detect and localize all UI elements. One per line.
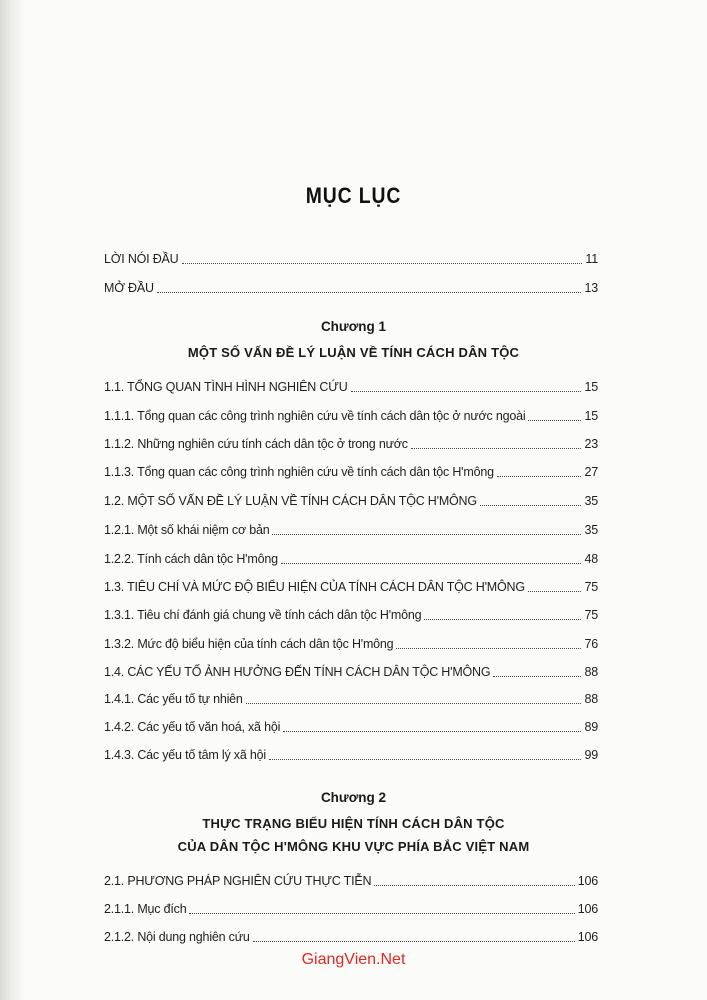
toc-entry — [104, 665, 598, 685]
toc-entry-label: 1.2. MỘT SỐ VẤN ĐỀ LÝ LUẬN VỀ TÍNH CÁCH DÂN TỘC H'MÔNG — [104, 494, 477, 508]
dot-leader — [182, 252, 583, 264]
toc-entry-page: 35 — [584, 494, 598, 508]
toc-entry-label: 1.2.2. Tính cách dân tộc H'mông — [104, 552, 278, 566]
toc-entry-page: 15 — [584, 380, 598, 394]
toc-entry-label: 2.1. PHƯƠNG PHÁP NGHIÊN CỨU THỰC TIỄN — [104, 874, 372, 888]
toc-entry — [104, 523, 598, 543]
toc-entry-label: 2.1.1. Mục đích — [104, 902, 187, 916]
watermark: GiangVien.Net — [301, 951, 406, 968]
dot-leader — [157, 281, 582, 293]
toc-entry — [104, 902, 598, 922]
toc-entry-page: 23 — [584, 437, 598, 451]
toc-entry-page: 76 — [584, 637, 598, 651]
dot-leader — [528, 409, 581, 421]
toc-entry-label: LỜI NÓI ĐẦU — [104, 252, 179, 266]
toc-entry-label: 2.1.2. Nội dung nghiên cứu — [104, 930, 250, 944]
toc-entry — [104, 380, 598, 400]
toc-entry-page: 15 — [584, 409, 598, 423]
chapter-2-title-line1: THỰC TRẠNG BIỂU HIỆN TÍNH CÁCH DÂN TỘC — [202, 816, 505, 831]
dot-leader — [396, 637, 581, 649]
toc-entry — [104, 465, 598, 485]
toc-entry — [104, 252, 598, 272]
toc-entry-label: 1.2.1. Một số khái niệm cơ bản — [104, 523, 270, 537]
toc-entry — [104, 552, 598, 572]
chapter-1-title: MỘT SỐ VẤN ĐỀ LÝ LUẬN VỀ TÍNH CÁCH DÂN TỘC — [187, 345, 520, 360]
dot-leader — [272, 523, 581, 535]
dot-leader — [424, 608, 581, 620]
dot-leader — [411, 437, 582, 449]
chapter-1-label: Chương 1 — [320, 319, 387, 334]
toc-entry-label: MỞ ĐẦU — [104, 281, 154, 295]
dot-leader — [480, 494, 582, 506]
chapter-2-label: Chương 2 — [320, 790, 387, 805]
toc-entry — [104, 580, 598, 600]
dot-leader — [283, 720, 581, 732]
toc-entry — [104, 437, 598, 457]
dot-leader — [528, 580, 582, 592]
toc-entry-page: 11 — [585, 252, 598, 266]
dot-leader — [253, 930, 575, 942]
toc-entry — [104, 281, 598, 301]
toc-entry-label: 1.4.1. Các yếu tố tự nhiên — [104, 692, 243, 706]
toc-entry-page: 27 — [584, 465, 598, 479]
toc-entry-label: 1.1.1. Tổng quan các công trình nghiên cứu về tính cách dân tộc ở nước ngoài — [104, 409, 526, 423]
toc-entry-page: 106 — [577, 930, 598, 944]
toc-entry-page: 88 — [584, 665, 598, 679]
toc-entry-page: 75 — [584, 580, 598, 594]
toc-entry-page: 75 — [584, 608, 598, 622]
toc-entry-page: 88 — [584, 692, 598, 706]
toc-entry — [104, 748, 598, 768]
toc-entry-page: 13 — [584, 281, 598, 295]
toc-entry-label: 1.4.3. Các yếu tố tâm lý xã hội — [104, 748, 266, 762]
toc-entry-label: 1.4. CÁC YẾU TỐ ẢNH HƯỞNG ĐẾN TÍNH CÁCH DÂN TỘC H'MÔNG — [104, 665, 491, 679]
toc-entry — [104, 637, 598, 657]
toc-entry — [104, 874, 598, 894]
dot-leader — [374, 874, 574, 886]
toc-entry-label: 1.3. TIÊU CHÍ VÀ MỨC ĐỘ BIỂU HIỆN CỦA TÍNH CÁCH DÂN TỘC H'MÔNG — [104, 580, 525, 594]
toc-entry-label: 1.1.2. Những nghiên cứu tính cách dân tộc ở trong nước — [104, 437, 408, 451]
toc-entry — [104, 608, 598, 628]
dot-leader — [189, 902, 574, 914]
toc-entry — [104, 692, 598, 712]
dot-leader — [351, 380, 582, 392]
dot-leader — [269, 748, 582, 760]
toc-entry-label: 1.1. TỔNG QUAN TÌNH HÌNH NGHIÊN CỨU — [104, 380, 348, 394]
toc-entry-label: 1.4.2. Các yếu tố văn hoá, xã hội — [104, 720, 281, 734]
toc-entry-label: 1.3.1. Tiêu chí đánh giá chung về tính cách dân tộc H'mông — [104, 608, 422, 622]
toc-entry-label: 1.3.2. Mức độ biểu hiện của tính cách dân tộc H'mông — [104, 637, 394, 651]
toc-entry — [104, 494, 598, 514]
dot-leader — [493, 665, 581, 677]
toc-entry-page: 106 — [577, 902, 598, 916]
page-title: MỤC LỤC — [305, 183, 402, 208]
dot-leader — [281, 552, 582, 564]
toc-entry — [104, 720, 598, 740]
dot-leader — [497, 465, 582, 477]
toc-entry-label: 1.1.3. Tổng quan các công trình nghiên cứu về tính cách dân tộc H'mông — [104, 465, 494, 479]
chapter-2-title-line2: CỦA DÂN TỘC H'MÔNG KHU VỰC PHÍA BẮC VIỆT NAM — [177, 839, 530, 854]
toc-entry-page: 35 — [584, 523, 598, 537]
toc-entry-page: 106 — [577, 874, 598, 888]
dot-leader — [246, 692, 582, 704]
toc-entry-page: 99 — [584, 748, 598, 762]
toc-entry-page: 89 — [584, 720, 598, 734]
toc-entry — [104, 409, 598, 429]
toc-entry-page: 48 — [584, 552, 598, 566]
toc-entry — [104, 930, 598, 950]
